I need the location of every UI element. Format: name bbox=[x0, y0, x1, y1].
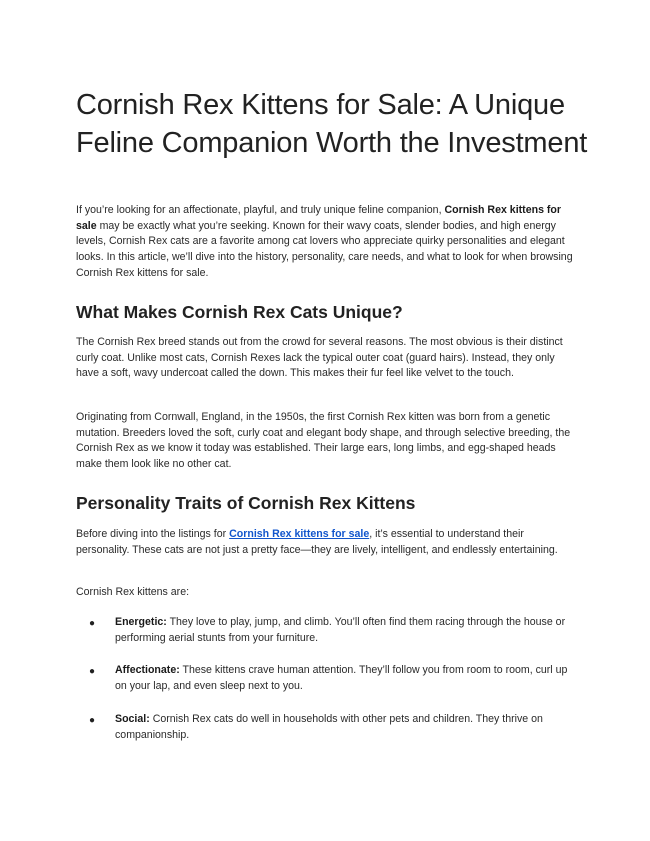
section2-text-start: Before diving into the listings for bbox=[76, 528, 230, 540]
list-item bbox=[76, 615, 576, 646]
section1-paragraph-1: The Cornish Rex breed stands out from the crowd for several reasons. The most obvious is their distinct curly coat. Unlike most cats, Cornish Rexes lack the typical outer coat (guard hairs). Instead, they only have a soft, wavy undercoat called the down. This makes their fur feel like velvet to the touch. bbox=[76, 336, 563, 380]
list-item bbox=[76, 663, 576, 694]
list-item-text: Cornish Rex cats do well in households with other pets and children. They thrive on companionship. bbox=[115, 712, 543, 741]
bullet-icon: ● bbox=[89, 666, 96, 678]
section2-text-end: , it’s essential to understand their personality. These cats are not just a pretty face—they are lively, intelligent, and endlessly entertaining. bbox=[76, 528, 558, 556]
intro-keyword: Cornish Rex kittens for sale bbox=[76, 204, 562, 232]
list-item-term: Social: bbox=[115, 712, 150, 725]
intro-paragraph bbox=[76, 203, 576, 282]
section-heading-unique: What Makes Cornish Rex Cats Unique? bbox=[76, 302, 403, 322]
list-item-text: These kittens crave human attention. They’ll follow you from room to room, curl up on your lap, and even sleep next to you. bbox=[115, 664, 568, 693]
page-title: Cornish Rex Kittens for Sale: A Unique Feline Companion Worth the Investment bbox=[76, 89, 588, 159]
list-item-term: Affectionate: bbox=[115, 664, 180, 677]
section1-paragraph-2: Originating from Cornwall, England, in the 1950s, the first Cornish Rex kitten was born from a genetic mutation. Breeders loved the soft, curly coat and elegant body shape, and through selective breeding, the Cornish Rex as we know it today was established. Their large ears, long limbs, and egg-shaped heads make them look like no other cat. bbox=[76, 411, 571, 471]
intro-text-end: may be exactly what you’re seeking. Known for their wavy coats, slender bodies, and high energy levels, Cornish Rex cats are a favorite among cat lovers who appreciate quirky personalities and elegant looks. In this article, we’ll dive into the history, personality, care needs, and what to look for when browsing Cornish Rex kittens for sale. bbox=[76, 219, 573, 279]
bullet-icon: ● bbox=[89, 714, 96, 726]
list-item-term: Energetic: bbox=[115, 616, 167, 628]
section-heading-personality: Personality Traits of Cornish Rex Kittens bbox=[76, 493, 416, 513]
bullet-icon: ● bbox=[89, 618, 96, 629]
section2-paragraph-1 bbox=[76, 527, 576, 558]
intro-text-start: If you’re looking for an affectionate, playful, and truly unique feline companion, bbox=[76, 204, 445, 216]
list-item-text: They love to play, jump, and climb. You’ll often find them racing through the house or performing aerial stunts from your furniture. bbox=[115, 616, 566, 644]
list-item bbox=[76, 712, 576, 743]
traits-list bbox=[76, 615, 576, 760]
cornish-rex-kittens-link[interactable]: Cornish Rex kittens for sale bbox=[229, 528, 370, 540]
section2-paragraph-2: Cornish Rex kittens are: bbox=[76, 586, 190, 598]
